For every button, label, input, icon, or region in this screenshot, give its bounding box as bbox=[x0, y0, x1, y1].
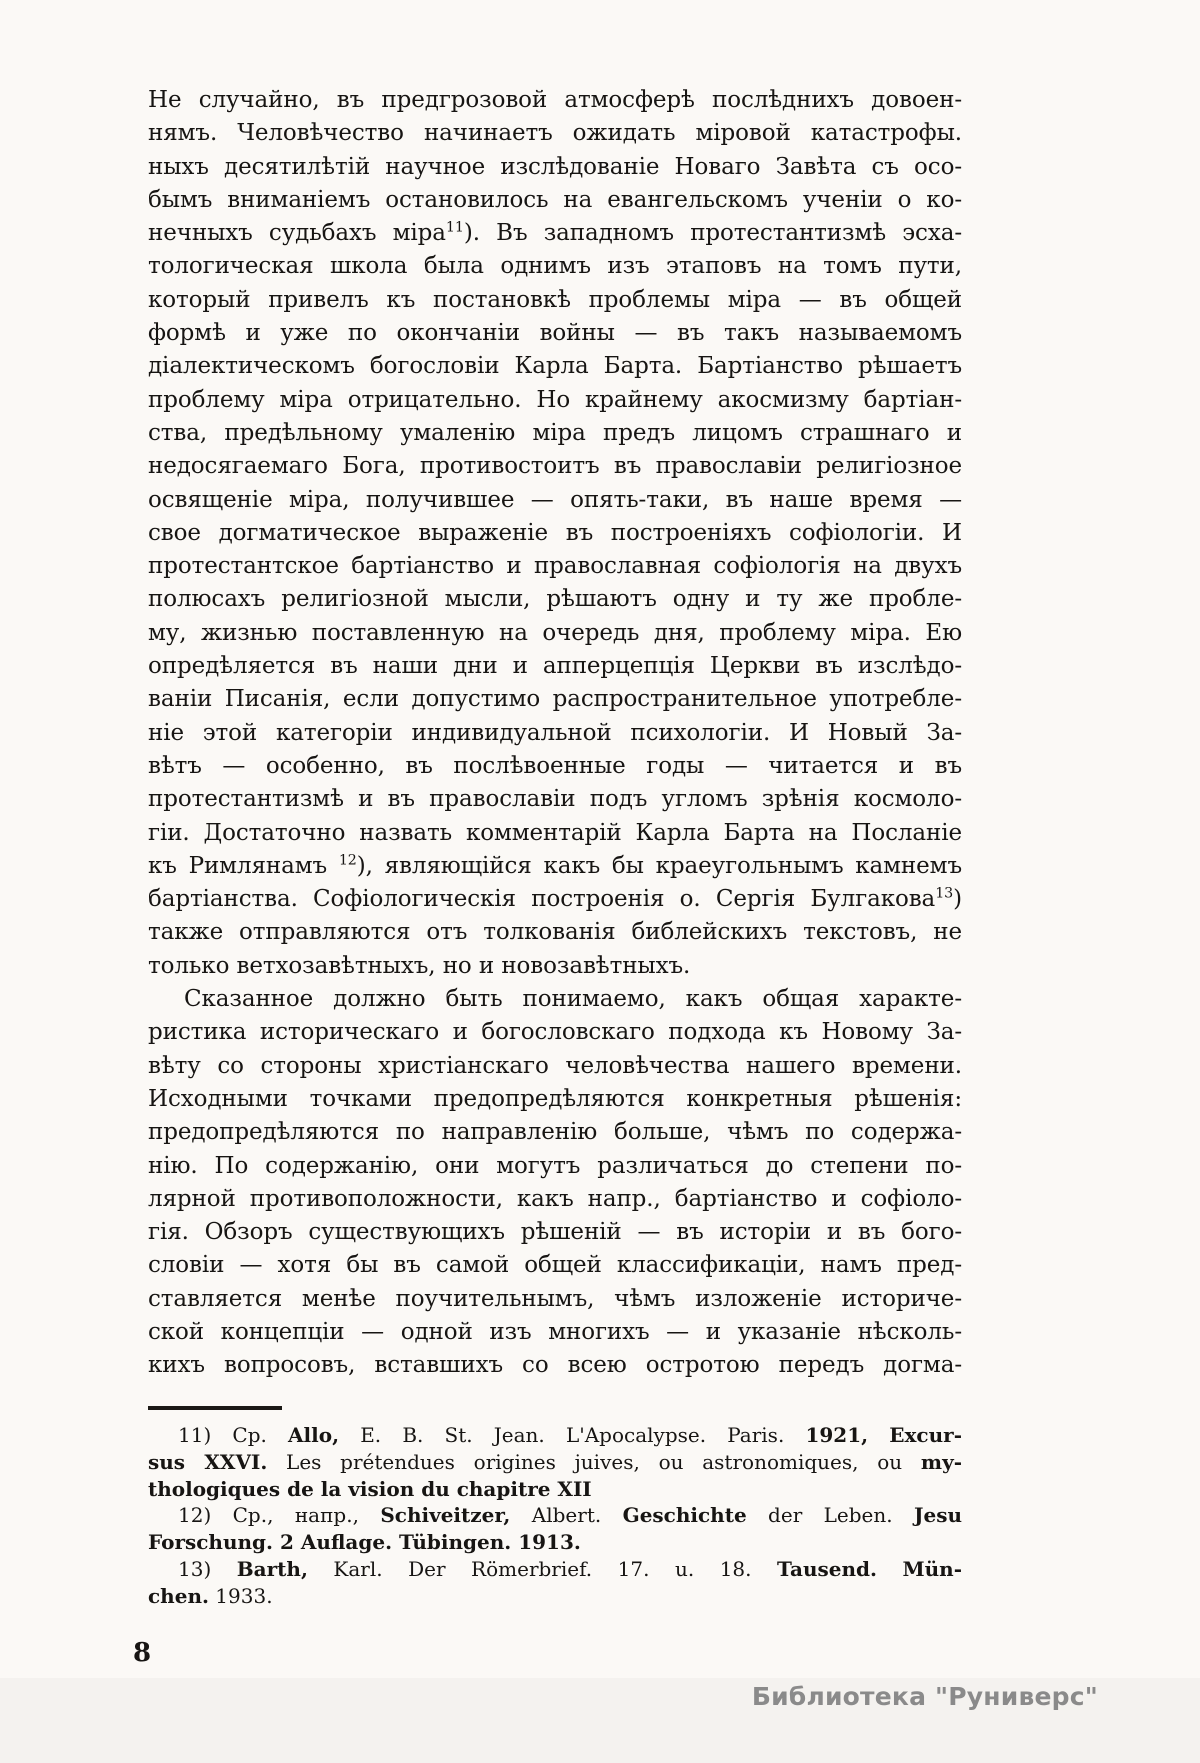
text-segment: протестантское бартіанство и православная софіологія на двухъ bbox=[148, 553, 962, 580]
text-line bbox=[148, 84, 962, 117]
text-segment: му, жизнью поставленную на очередь дня, проблему міра. Ею bbox=[148, 619, 962, 646]
text-line bbox=[148, 1449, 962, 1476]
text-line bbox=[148, 1216, 962, 1249]
footnote-reference: 13 bbox=[935, 885, 954, 902]
text-segment: свое догматическое выраженіе въ построеніяхъ софіологіи. И bbox=[148, 519, 962, 546]
text-line bbox=[148, 1529, 962, 1556]
text-line bbox=[148, 1150, 962, 1183]
text-segment: также отправляются отъ толкованія библейскихъ текстовъ, не bbox=[148, 919, 962, 946]
text-line bbox=[148, 284, 962, 317]
text-segment: Jesu bbox=[914, 1503, 962, 1528]
text-segment: Albert. bbox=[510, 1503, 623, 1528]
text-segment: предопредѣляются по направленію больше, чѣмъ по содержа- bbox=[148, 1119, 962, 1146]
text-segment: лярной противоположности, какъ напр., бартіанство и софіоло- bbox=[148, 1185, 962, 1212]
text-segment: тологическая школа была однимъ изъ этаповъ на томъ пути, bbox=[148, 253, 962, 280]
text-segment: Не случайно, въ предгрозовой атмосферѣ послѣднихъ довоен- bbox=[148, 87, 962, 113]
text-line bbox=[148, 583, 962, 616]
text-segment: опредѣляется въ наши дни и апперцепція Церкви въ изслѣдо- bbox=[148, 653, 962, 680]
text-segment: діалектическомъ богословіи Карла Барта. Бартіанство рѣшаетъ bbox=[148, 353, 962, 380]
text-segment: der Leben. bbox=[746, 1503, 915, 1528]
text-line bbox=[148, 1583, 962, 1610]
text-line bbox=[148, 1050, 962, 1083]
text-line bbox=[148, 1183, 962, 1216]
text-segment: вѣтъ — особенно, въ послѣвоенные годы — читается и въ bbox=[148, 752, 962, 779]
text-segment bbox=[877, 1557, 903, 1581]
text-segment: гіи. Достаточно назвать комментарій Карла Барта на Посланіе bbox=[148, 819, 962, 846]
text-line bbox=[148, 484, 962, 517]
text-segment: нямъ. Человѣчество начинаетъ ожидать міровой катастрофы. bbox=[148, 120, 962, 147]
text-segment: ), являющійся какъ бы краеугольнымъ камнемъ bbox=[356, 852, 962, 879]
library-watermark: Библиотека "Руниверс" bbox=[751, 1682, 1098, 1711]
text-line bbox=[148, 916, 962, 949]
text-line bbox=[148, 1116, 962, 1149]
text-line bbox=[148, 950, 962, 983]
text-segment: Les prétendues origines juives, ou astronomiques, ou bbox=[267, 1449, 921, 1474]
text-line bbox=[148, 850, 962, 883]
text-segment: ваніи Писанія, если допустимо распространительное употребле- bbox=[148, 686, 962, 713]
text-line bbox=[148, 683, 962, 716]
text-segment: вѣту со стороны христіанскаго человѣчества нашего времени. bbox=[148, 1052, 962, 1079]
text-segment: Karl. Der Römerbrief. 17. u. 18. bbox=[307, 1556, 778, 1581]
text-line bbox=[148, 217, 962, 250]
text-line bbox=[148, 417, 962, 450]
text-line bbox=[148, 1249, 962, 1282]
text-line bbox=[148, 1476, 962, 1503]
text-segment: my- bbox=[920, 1449, 962, 1474]
text-segment: Barth, bbox=[236, 1556, 308, 1581]
footnote-separator-rule bbox=[148, 1406, 282, 1410]
text-line bbox=[148, 1083, 962, 1116]
text-segment: ства, предѣльному умаленію міра предъ лицомъ страшнаго и bbox=[148, 419, 962, 446]
footnote-reference: 11 bbox=[445, 219, 464, 236]
text-line bbox=[148, 384, 962, 417]
text-line bbox=[148, 317, 962, 350]
text-segment bbox=[868, 1423, 889, 1447]
text-segment: ніе этой категоріи индивидуальной психологіи. И Новый За- bbox=[148, 719, 962, 746]
text-segment: thologiques de la vision du chapitre XII bbox=[148, 1476, 592, 1501]
text-line bbox=[148, 717, 962, 750]
text-segment: формѣ и уже по окончаніи войны — въ такъ называемомъ bbox=[148, 320, 962, 347]
text-segment: chen. bbox=[148, 1583, 209, 1608]
text-segment: 1921, bbox=[805, 1423, 869, 1447]
text-segment: кихъ вопросовъ, вставшихъ со всею остротою передъ догма- bbox=[148, 1352, 962, 1379]
text-line bbox=[148, 1349, 962, 1382]
text-segment: ставляется менѣе поучительнымъ, чѣмъ изложеніе историче- bbox=[148, 1285, 962, 1312]
text-line bbox=[148, 883, 962, 916]
text-line bbox=[148, 517, 962, 550]
text-segment: ристика историческаго и богословскаго подхода къ Новому За- bbox=[148, 1019, 962, 1046]
text-segment: sus XXVI. bbox=[148, 1449, 268, 1474]
text-line bbox=[148, 1316, 962, 1349]
text-segment: ) bbox=[953, 886, 962, 913]
text-segment: Сказанное должно быть понимаемо, какъ общая характе- bbox=[184, 986, 962, 1013]
text-segment: къ Римлянамъ bbox=[148, 852, 339, 879]
text-segment: бартіанства. Софіологическія построенія о. Сергія Булгакова bbox=[148, 886, 936, 913]
text-line bbox=[148, 1283, 962, 1316]
text-segment: ). Въ западномъ протестантизмѣ эсха- bbox=[463, 220, 962, 247]
text-segment: 11) Ср. bbox=[178, 1423, 289, 1447]
text-segment: бымъ вниманіемъ остановилось на евангельскомъ ученіи о ко- bbox=[148, 186, 962, 213]
text-line bbox=[148, 1502, 962, 1529]
text-segment: гія. Обзоръ существующихъ рѣшеній — въ исторіи и въ бого- bbox=[148, 1219, 962, 1246]
text-segment: Forschung. 2 Auflage. Tübingen. 1913. bbox=[148, 1530, 581, 1555]
text-segment: Tausend. bbox=[777, 1556, 877, 1581]
text-line bbox=[148, 1422, 962, 1449]
text-segment: освященіе міра, получившее — опять-таки, въ наше время — bbox=[148, 486, 962, 513]
text-segment: Mün- bbox=[902, 1556, 962, 1581]
text-segment: который привелъ къ постановкѣ проблемы міра — въ общей bbox=[148, 286, 962, 313]
text-line bbox=[148, 1016, 962, 1049]
text-line bbox=[148, 250, 962, 283]
text-segment: Excur- bbox=[889, 1423, 962, 1447]
text-segment: Schiveitzer, bbox=[380, 1503, 511, 1528]
text-segment: 13) bbox=[178, 1556, 237, 1581]
text-line bbox=[148, 617, 962, 650]
text-segment: только ветхозавѣтныхъ, но и новозавѣтныхъ. bbox=[148, 952, 691, 979]
text-segment: нію. По содержанію, они могутъ различаться до степени по- bbox=[148, 1152, 962, 1179]
text-line bbox=[148, 817, 962, 850]
text-line bbox=[148, 350, 962, 383]
text-segment: 1933. bbox=[208, 1583, 273, 1608]
text-line bbox=[148, 184, 962, 217]
text-segment: 12) Ср., напр., bbox=[178, 1503, 381, 1528]
text-line bbox=[148, 117, 962, 150]
text-segment: Geschichte bbox=[622, 1503, 747, 1528]
body-text bbox=[148, 84, 962, 1383]
text-line bbox=[148, 550, 962, 583]
text-segment: полюсахъ религіозной мысли, рѣшаютъ одну и ту же пробле- bbox=[148, 586, 962, 613]
text-line bbox=[148, 1556, 962, 1583]
text-line bbox=[148, 983, 962, 1016]
text-segment: протестантизмѣ и въ православіи подъ угломъ зрѣнія космоло- bbox=[148, 786, 962, 813]
text-segment: ской концепціи — одной изъ многихъ — и указаніе нѣсколь- bbox=[148, 1318, 962, 1345]
page-number: 8 bbox=[133, 1638, 152, 1668]
text-segment: недосягаемаго Бога, противостоитъ въ православіи религіозное bbox=[148, 453, 962, 480]
text-segment: Исходными точками предопредѣляются конкретныя рѣшенія: bbox=[148, 1085, 962, 1112]
text-line bbox=[148, 650, 962, 683]
text-line bbox=[148, 750, 962, 783]
text-segment: словіи — хотя бы въ самой общей классификаціи, намъ пред- bbox=[148, 1252, 962, 1279]
footnotes bbox=[148, 1422, 962, 1610]
text-segment: нечныхъ судьбахъ міра bbox=[148, 220, 446, 247]
text-line bbox=[148, 151, 962, 184]
footnote-reference: 12 bbox=[338, 852, 357, 869]
text-segment: Allo, bbox=[288, 1423, 340, 1447]
text-segment: проблему міра отрицательно. Но крайнему акосмизму бартіан- bbox=[148, 386, 962, 413]
text-line bbox=[148, 450, 962, 483]
text-segment: ныхъ десятилѣтій научное изслѣдованіе Новаго Завѣта съ осо- bbox=[148, 153, 962, 180]
text-segment: E. B. St. Jean. L'Apocalypse. Paris. bbox=[339, 1423, 806, 1447]
text-line bbox=[148, 783, 962, 816]
